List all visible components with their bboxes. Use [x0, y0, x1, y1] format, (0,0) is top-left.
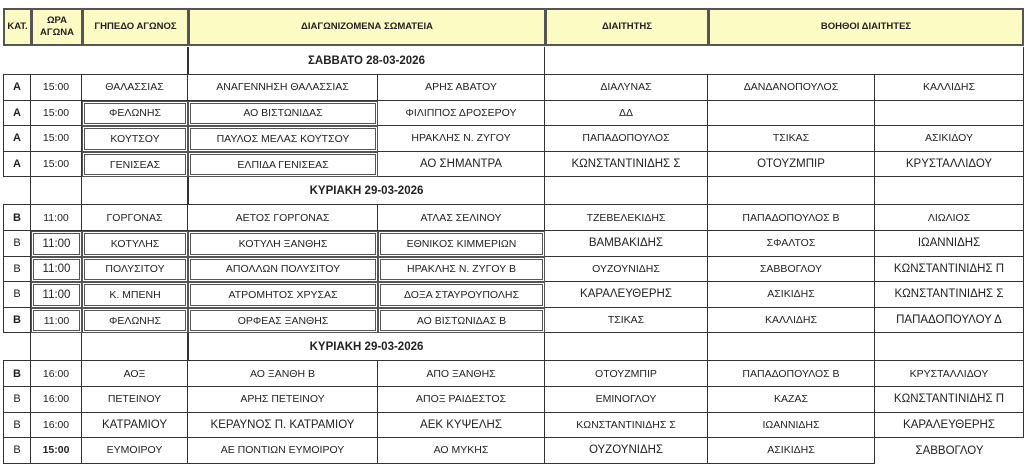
cell-assistant1: ΙΩΑΝΝΙΔΗΣ — [708, 413, 875, 439]
empty-cell — [708, 333, 875, 361]
cell-time: 16:00 — [31, 413, 82, 439]
empty-cell — [545, 333, 708, 361]
empty-cell — [708, 177, 875, 205]
cell-assistant1: ΤΣΙΚΑΣ — [708, 126, 875, 152]
cell-kat: Β — [3, 438, 31, 464]
cell-time: 15:00 — [31, 101, 82, 127]
cell-home: ΚΕΡΑΥΝΟΣ Π. ΚΑΤΡΑΜΙΟΥ — [188, 413, 378, 439]
cell-assistant1: ΑΣΙΚΙΔΗΣ — [708, 438, 875, 464]
header-row — [0, 8, 1024, 46]
cell-time: 15:00 — [31, 152, 82, 178]
cell-assistant2: ΚΡΥΣΤΑΛΛΙΔΟΥ — [875, 361, 1024, 387]
cell-assistant2: ΚΡΥΣΤΑΛΛΙΔΟΥ — [875, 152, 1024, 178]
cell-assistant1: ΑΣΙΚΙΔΗΣ — [708, 282, 875, 308]
header-time-line2: ΑΓΩΝΑ — [40, 27, 74, 38]
cell-referee: ΤΖΕΒΕΛΕΚΙΔΗΣ — [545, 205, 708, 231]
empty-cell — [545, 177, 708, 205]
cell-referee: ΤΣΙΚΑΣ — [545, 308, 708, 334]
cell-time: 16:00 — [31, 387, 82, 413]
header-time-line1: ΩΡΑ — [46, 15, 68, 26]
cell-kat: Β — [3, 361, 31, 387]
cell-referee: ΟΥΖΟΥΝΙΔΗΣ — [545, 257, 708, 283]
cell-assistant1: ΣΦΑΛΤΟΣ — [708, 231, 875, 257]
empty-cell — [82, 333, 188, 361]
cell-time: 15:00 — [31, 126, 82, 152]
cell-time: 11:00 — [31, 205, 82, 231]
cell-home: ΑΟ ΒΙΣΤΩΝΙΔΑΣ — [188, 101, 378, 127]
date-row — [0, 47, 1024, 75]
cell-away: ΑΕΚ ΚΥΨΕΛΗΣ — [378, 413, 545, 439]
cell-venue: ΦΕΛΩΝΗΣ — [82, 308, 188, 334]
cell-home: ΑΕΤΟΣ ΓΟΡΓΟΝΑΣ — [188, 205, 378, 231]
match-row — [0, 231, 1024, 257]
empty-cell — [3, 47, 31, 75]
empty-cell — [31, 333, 82, 361]
cell-assistant2: ΑΣΙΚΙΔΟΥ — [875, 126, 1024, 152]
match-row — [0, 257, 1024, 283]
cell-venue: ΓΕΝΙΣΕΑΣ — [82, 152, 188, 178]
cell-venue: ΚΑΤΡΑΜΙΟΥ — [82, 413, 188, 439]
cell-assistant1: ΠΑΠΑΔΟΠΟΥΛΟΣ Β — [708, 361, 875, 387]
match-row — [0, 438, 1024, 464]
match-row — [0, 361, 1024, 387]
cell-assistant2 — [875, 101, 1024, 127]
cell-referee: ΟΥΖΟΥΝΙΔΗΣ — [545, 438, 708, 464]
cell-kat: Β — [3, 282, 31, 308]
cell-home: ΑΤΡΟΜΗΤΟΣ ΧΡΥΣΑΣ — [188, 282, 378, 308]
cell-assistant2: ΙΩΑΝΝΙΔΗΣ — [875, 231, 1024, 257]
match-row — [0, 413, 1024, 439]
header-teams-label: ΔΙΑΓΩΝΙΖΟΜΕΝΑ ΣΩΜΑΤΕΙΑ — [301, 21, 433, 32]
cell-home: ΑΠΟΛΛΩΝ ΠΟΛΥΣΙΤΟΥ — [188, 257, 378, 283]
cell-referee: ΚΩΝΣΤΑΝΤΙΝΙΔΗΣ Σ — [545, 152, 708, 178]
cell-venue: ΓΟΡΓΟΝΑΣ — [82, 205, 188, 231]
cell-time: 11:00 — [31, 257, 82, 283]
match-row — [0, 152, 1024, 178]
empty-cell — [31, 177, 82, 205]
cell-away: ΑΟ ΣΗΜΑΝΤΡΑ — [378, 152, 545, 178]
cell-away: ΑΟ ΒΙΣΤΩΝΙΔΑΣ Β — [378, 308, 545, 334]
cell-time: 11:00 — [31, 282, 82, 308]
cell-assistant1: ΔΑΝΔΑΝΟΠΟΥΛΟΣ — [708, 75, 875, 101]
cell-assistant1: ΣΑΒΒΟΓΛΟΥ — [708, 257, 875, 283]
cell-kat: Α — [3, 126, 31, 152]
cell-home: ΑΡΗΣ ΠΕΤΕΙΝΟΥ — [188, 387, 378, 413]
cell-kat: Β — [3, 231, 31, 257]
header-teams — [188, 8, 546, 46]
header-venue-label: ΓΗΠΕΔΟ ΑΓΩΝΟΣ — [94, 21, 177, 32]
cell-kat: Β — [3, 205, 31, 231]
section-date: ΣΑΒΒΑΤΟ 28-03-2026 — [188, 47, 545, 75]
cell-kat: Β — [3, 257, 31, 283]
cell-referee: ΟΤΟΥΖΜΠΙΡ — [545, 361, 708, 387]
empty-cell — [82, 47, 188, 75]
cell-kat: Β — [3, 308, 31, 334]
cell-time: 15:00 — [31, 438, 82, 464]
cell-assistant2: ΣΑΒΒΟΓΛΟΥ — [915, 444, 984, 457]
section-date: ΚΥΡΙΑΚΗ 29-03-2026 — [188, 333, 545, 361]
cell-assistant2: ΚΑΛΛΙΔΗΣ — [875, 75, 1024, 101]
cell-venue: ΚΟΤΥΛΗΣ — [82, 231, 188, 257]
cell-away: ΦΙΛΙΠΠΟΣ ΔΡΟΣΕΡΟΥ — [378, 101, 545, 127]
cell-away: ΗΡΑΚΛΗΣ Ν. ΖΥΓΟΥ — [378, 126, 545, 152]
match-row — [0, 75, 1024, 101]
cell-referee: ΚΑΡΑΛΕΥΘΕΡΗΣ — [545, 282, 708, 308]
match-row — [0, 126, 1024, 152]
header-time — [31, 8, 83, 46]
cell-kat: Α — [3, 101, 31, 127]
cell-assistant2: ΚΑΡΑΛΕΥΘΕΡΗΣ — [875, 413, 1024, 439]
cell-assistant2: ΛΙΩΛΙΟΣ — [875, 205, 1024, 231]
cell-venue: Κ. ΜΠΕΝΗ — [82, 282, 188, 308]
header-assistants-label: ΒΟΗΘΟΙ ΔΙΑΙΤΗΤΕΣ — [820, 21, 912, 32]
cell-assistant2: ΚΩΝΣΤΑΝΤΙΝΙΔΗΣ Σ — [875, 282, 1024, 308]
cell-away: ΑΠΟΞ ΡΑΙΔΕΣΤΟΣ — [378, 387, 545, 413]
cell-assistant1: ΚΑΖΑΣ — [708, 387, 875, 413]
cell-time: 15:00 — [31, 75, 82, 101]
cell-away: ΕΘΝΙΚΟΣ ΚΙΜΜΕΡΙΩΝ — [378, 231, 545, 257]
cell-venue: ΘΑΛΑΣΣΙΑΣ — [82, 75, 188, 101]
cell-away: ΗΡΑΚΛΗΣ Ν. ΖΥΓΟΥ Β — [378, 257, 545, 283]
empty-cell — [875, 333, 1024, 361]
empty-cell — [31, 47, 82, 75]
empty-cell — [3, 333, 31, 361]
match-row — [0, 282, 1024, 308]
date-row — [0, 333, 1024, 361]
empty-cell — [545, 47, 1024, 75]
header-referee-label: ΔΙΑΙΤΗΤΗΣ — [602, 21, 652, 32]
cell-assistant2: ΚΩΝΣΤΑΝΤΙΝΙΔΗΣ Π — [875, 257, 1024, 283]
cell-assistant1: ΟΤΟΥΖΜΠΙΡ — [708, 152, 875, 178]
match-row — [0, 101, 1024, 127]
cell-assistant1: ΠΑΠΑΔΟΠΟΥΛΟΣ Β — [708, 205, 875, 231]
cell-time: 11:00 — [31, 308, 82, 334]
cell-home: ΑΝΑΓΕΝΝΗΣΗ ΘΑΛΑΣΣΙΑΣ — [188, 75, 378, 101]
cell-home: ΚΟΤΥΛΗ ΞΑΝΘΗΣ — [188, 231, 378, 257]
cell-home: ΕΛΠΙΔΑ ΓΕΝΙΣΕΑΣ — [188, 152, 378, 178]
header-venue — [82, 8, 189, 46]
cell-referee: ΕΜΙΝΟΓΛΟΥ — [545, 387, 708, 413]
cell-referee: ΒΑΜΒΑΚΙΔΗΣ — [545, 231, 708, 257]
cell-away: ΑΟ ΜΥΚΗΣ — [378, 438, 545, 464]
header-referee — [545, 8, 709, 46]
cell-kat: Β — [3, 387, 31, 413]
empty-cell — [3, 177, 31, 205]
cell-away: ΑΠΟ ΞΑΝΘΗΣ — [378, 361, 545, 387]
cell-venue: ΕΥΜΟΙΡΟΥ — [82, 438, 188, 464]
match-row — [0, 308, 1024, 334]
cell-home: ΠΑΥΛΟΣ ΜΕΛΑΣ ΚΟΥΤΣΟΥ — [188, 126, 378, 152]
header-kat-label: ΚΑΤ. — [7, 21, 28, 32]
date-row — [0, 177, 1024, 205]
header-assistants — [708, 8, 1024, 46]
cell-away: ΔΟΞΑ ΣΤΑΥΡΟΥΠΟΛΗΣ — [378, 282, 545, 308]
cell-referee: ΔΔ — [545, 101, 708, 127]
cell-venue: ΠΟΛΥΣΙΤΟΥ — [82, 257, 188, 283]
section-date: ΚΥΡΙΑΚΗ 29-03-2026 — [188, 177, 545, 205]
empty-cell — [82, 177, 188, 205]
cell-kat: Α — [3, 75, 31, 101]
cell-referee: ΠΑΠΑΔΟΠΟΥΛΟΣ — [545, 126, 708, 152]
match-row — [0, 387, 1024, 413]
cell-referee: ΚΩΝΣΤΑΝΤΙΝΙΔΗΣ Σ — [545, 413, 708, 439]
cell-time: 11:00 — [31, 231, 82, 257]
cell-away: ΑΤΛΑΣ ΣΕΛΙΝΟΥ — [378, 205, 545, 231]
cell-assistant1 — [708, 101, 875, 127]
cell-venue: ΦΕΛΩΝΗΣ — [82, 101, 188, 127]
cell-venue: ΑΟΞ — [82, 361, 188, 387]
empty-cell — [875, 177, 1024, 205]
cell-home: ΟΡΦΕΑΣ ΞΑΝΘΗΣ — [188, 308, 378, 334]
cell-assistant2: ΚΩΝΣΤΑΝΤΙΝΙΔΗΣ Π — [875, 387, 1024, 413]
cell-assistant1: ΚΑΛΛΙΔΗΣ — [708, 308, 875, 334]
cell-kat: Α — [3, 152, 31, 178]
cell-time: 16:00 — [31, 361, 82, 387]
cell-venue: ΠΕΤΕΙΝΟΥ — [82, 387, 188, 413]
cell-away: ΑΡΗΣ ΑΒΑΤΟΥ — [378, 75, 545, 101]
cell-kat: Β — [3, 413, 31, 439]
cell-venue: ΚΟΥΤΣΟΥ — [82, 126, 188, 152]
header-kat — [3, 8, 32, 46]
cell-home: ΑΕ ΠΟΝΤΙΩΝ ΕΥΜΟΙΡΟΥ — [188, 438, 378, 464]
match-row — [0, 205, 1024, 231]
cell-home: ΑΟ ΞΑΝΘΗ Β — [188, 361, 378, 387]
cell-referee: ΔΙΑΛΥΝΑΣ — [545, 75, 708, 101]
cell-assistant2: ΠΑΠΑΔΟΠΟΥΛΟΥ Δ — [875, 308, 1024, 334]
